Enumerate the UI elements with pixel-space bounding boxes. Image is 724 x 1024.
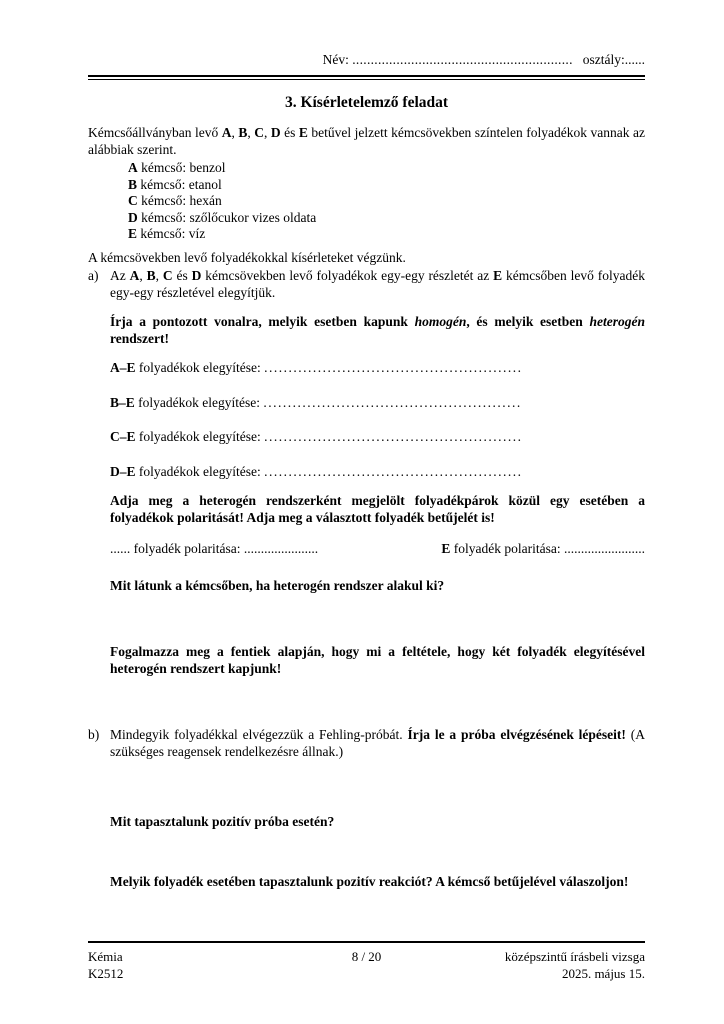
instruction-homogen: Írja a pontozott vonalra, melyik esetben kapunk homogén, és melyik esetben heterogén rendszert! bbox=[110, 314, 645, 346]
header-rule bbox=[88, 75, 645, 80]
polarity-left-blank: ...... folyadék polaritása: ...................... bbox=[110, 541, 319, 556]
tube-item-c: C kémcső: hexán bbox=[128, 193, 222, 208]
answer-line-be bbox=[110, 395, 645, 412]
answer-line-de bbox=[110, 464, 645, 481]
footer-subject: Kémia bbox=[88, 949, 123, 964]
question-which-liquid: Melyik folyadék esetében tapasztalunk pozitív reakciót? A kémcső betűjelével válaszoljon! bbox=[110, 873, 629, 889]
part-a bbox=[88, 268, 645, 677]
footer-subject-block bbox=[88, 948, 352, 982]
answer-line-de-label: D–E folyadékok elegyítése: bbox=[110, 463, 265, 479]
name-label: Név: bbox=[322, 52, 353, 67]
tube-item-a: A kémcső: benzol bbox=[128, 160, 226, 175]
answer-line-ae-dots: ..................................................... bbox=[264, 360, 523, 375]
intro-paragraph: Kémcsőállványban levő A, B, C, D és E betűvel jelzett kémcsövekben színtelen folyadékok vannak az alábbiak szerint. bbox=[88, 125, 645, 157]
tube-item-e: E kémcső: víz bbox=[128, 226, 206, 241]
part-b-marker: b) bbox=[88, 727, 100, 742]
footer-exam-type: középszintű írásbeli vizsga bbox=[504, 949, 645, 964]
answer-line-be-label: B–E folyadékok elegyítése: bbox=[110, 394, 264, 410]
question-positive-test: Mit tapasztalunk pozitív próba esetén? bbox=[110, 814, 335, 829]
class-label: osztály: bbox=[582, 52, 625, 67]
footer-code: K2512 bbox=[88, 966, 124, 981]
experiments-intro: A kémcsövekben levő folyadékokkal kísérleteket végzünk. bbox=[88, 249, 406, 265]
part-b-text: Mindegyik folyadékkal elvégezzük a Fehling-próbát. Írja le a próba elvégzésének lépéseit! (A szükséges reagensek rendelkezésre állnak.) bbox=[110, 727, 645, 759]
name-class-line bbox=[88, 52, 645, 69]
answer-line-ae bbox=[110, 360, 645, 377]
footer-exam-block bbox=[381, 948, 645, 982]
polarity-right-blank: E folyadék polaritása: ........................ bbox=[441, 541, 645, 556]
part-a-text: Az A, B, C és D kémcsövekben levő folyadékok egy-egy részletét az E kémcsőben levő folyadék egy-egy részletével elegyítjük. bbox=[110, 268, 645, 300]
answer-line-be-dots: ..................................................... bbox=[263, 394, 522, 410]
class-blank-dots: ...... bbox=[624, 52, 645, 67]
part-a-marker: a) bbox=[88, 268, 99, 283]
header-rule-thin bbox=[88, 79, 645, 80]
answer-line-ce bbox=[110, 429, 645, 446]
tube-list bbox=[88, 160, 645, 243]
footer-rule bbox=[88, 941, 645, 943]
page-content bbox=[0, 52, 724, 890]
instruction-polarity: Adja meg a heterogén rendszerként megjelölt folyadékpárok közül egy esetében a folyadékok polaritását! Adja meg a választott folyadék betűjelét is! bbox=[110, 493, 645, 525]
footer-grid bbox=[88, 948, 645, 982]
footer-date: 2025. május 15. bbox=[561, 966, 645, 981]
answer-line-ae-label: A–E folyadékok elegyítése: bbox=[110, 360, 265, 375]
task-title: 3. Kísérletelemző feladat bbox=[284, 93, 449, 111]
tube-item-b: B kémcső: etanol bbox=[128, 176, 222, 192]
question-heterogen-look: Mit látunk a kémcsőben, ha heterogén rendszer alakul ki? bbox=[110, 577, 445, 593]
question-condition: Fogalmazza meg a fentiek alapján, hogy mi a feltétele, hogy két folyadék elegyítésével heterogén rendszert kapjunk! bbox=[110, 644, 645, 676]
answer-line-de-dots: ..................................................... bbox=[264, 463, 523, 479]
polarity-answer-row bbox=[110, 541, 645, 558]
part-b bbox=[88, 727, 645, 890]
name-blank-dots: ............................................................ bbox=[352, 52, 573, 67]
answer-line-ce-dots: ..................................................... bbox=[264, 429, 523, 444]
page-footer bbox=[88, 941, 645, 982]
footer-page-number: 8 / 20 bbox=[351, 949, 382, 964]
tube-item-d: D kémcső: szőlőcukor vizes oldata bbox=[128, 209, 317, 225]
header-rule-thick bbox=[88, 75, 645, 77]
answer-line-ce-label: C–E folyadékok elegyítése: bbox=[110, 429, 265, 444]
